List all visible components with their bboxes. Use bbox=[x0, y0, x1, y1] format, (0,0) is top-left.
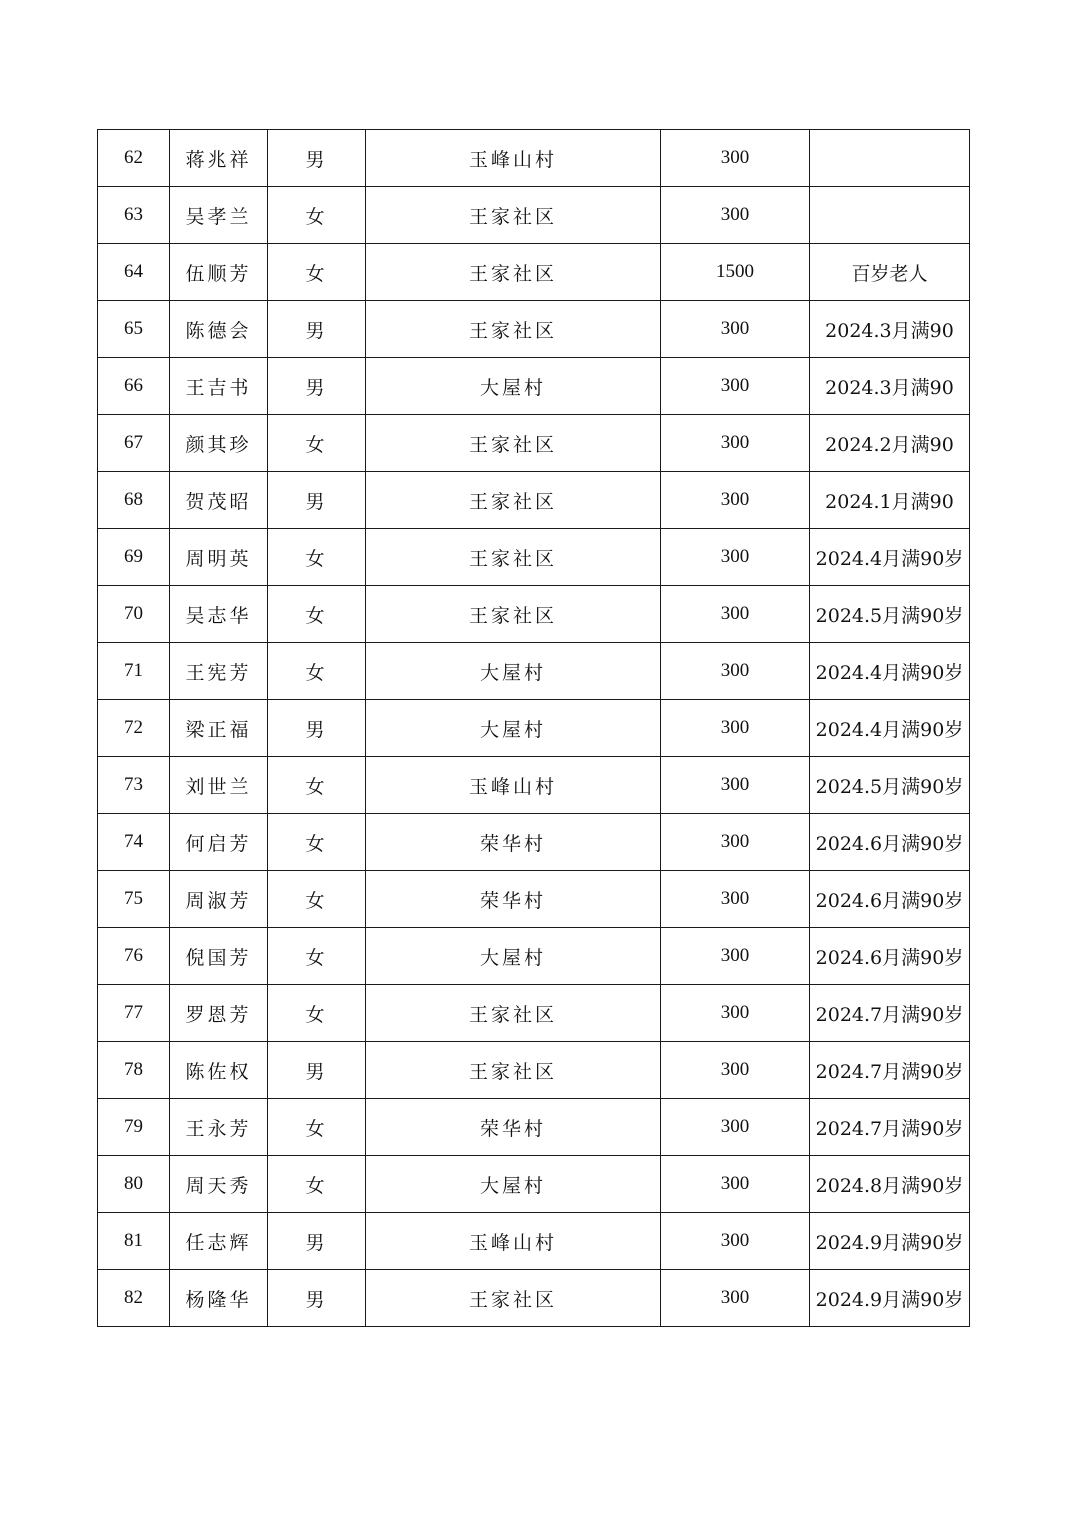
amount-cell: 300 bbox=[661, 700, 810, 757]
name-cell: 倪国芳 bbox=[170, 928, 268, 985]
amount-cell: 300 bbox=[661, 529, 810, 586]
table-row bbox=[98, 529, 970, 586]
amount-cell: 300 bbox=[661, 130, 810, 187]
note-cell: 2024.9月满90岁 bbox=[810, 1270, 970, 1327]
note-cell: 2024.8月满90岁 bbox=[810, 1156, 970, 1213]
table-row bbox=[98, 985, 970, 1042]
row-number-cell: 80 bbox=[98, 1156, 170, 1213]
gender-cell: 男 bbox=[268, 358, 366, 415]
village-cell: 王家社区 bbox=[366, 244, 661, 301]
row-number-cell: 71 bbox=[98, 643, 170, 700]
table-row bbox=[98, 871, 970, 928]
village-cell: 玉峰山村 bbox=[366, 1213, 661, 1270]
table-row bbox=[98, 1156, 970, 1213]
note-cell: 百岁老人 bbox=[810, 244, 970, 301]
table-row bbox=[98, 415, 970, 472]
gender-cell: 女 bbox=[268, 586, 366, 643]
village-cell: 大屋村 bbox=[366, 700, 661, 757]
amount-cell: 300 bbox=[661, 1213, 810, 1270]
note-cell: 2024.3月满90 bbox=[810, 301, 970, 358]
gender-cell: 女 bbox=[268, 1156, 366, 1213]
row-number-cell: 74 bbox=[98, 814, 170, 871]
note-cell: 2024.5月满90岁 bbox=[810, 757, 970, 814]
village-cell: 王家社区 bbox=[366, 1042, 661, 1099]
row-number-cell: 64 bbox=[98, 244, 170, 301]
village-cell: 荣华村 bbox=[366, 871, 661, 928]
table-row bbox=[98, 757, 970, 814]
name-cell: 贺茂昭 bbox=[170, 472, 268, 529]
table-row bbox=[98, 301, 970, 358]
name-cell: 刘世兰 bbox=[170, 757, 268, 814]
name-cell: 何启芳 bbox=[170, 814, 268, 871]
gender-cell: 男 bbox=[268, 1042, 366, 1099]
amount-cell: 300 bbox=[661, 814, 810, 871]
note-cell: 2024.7月满90岁 bbox=[810, 1042, 970, 1099]
name-cell: 周淑芳 bbox=[170, 871, 268, 928]
row-number-cell: 73 bbox=[98, 757, 170, 814]
amount-cell: 300 bbox=[661, 187, 810, 244]
gender-cell: 女 bbox=[268, 643, 366, 700]
note-cell: 2024.2月满90 bbox=[810, 415, 970, 472]
row-number-cell: 62 bbox=[98, 130, 170, 187]
amount-cell: 300 bbox=[661, 1270, 810, 1327]
row-number-cell: 81 bbox=[98, 1213, 170, 1270]
name-cell: 蒋兆祥 bbox=[170, 130, 268, 187]
note-cell: 2024.9月满90岁 bbox=[810, 1213, 970, 1270]
name-cell: 任志辉 bbox=[170, 1213, 268, 1270]
note-cell: 2024.3月满90 bbox=[810, 358, 970, 415]
name-cell: 王吉书 bbox=[170, 358, 268, 415]
village-cell: 大屋村 bbox=[366, 643, 661, 700]
row-number-cell: 68 bbox=[98, 472, 170, 529]
note-cell: 2024.6月满90岁 bbox=[810, 814, 970, 871]
village-cell: 王家社区 bbox=[366, 1270, 661, 1327]
name-cell: 陈佐权 bbox=[170, 1042, 268, 1099]
village-cell: 大屋村 bbox=[366, 1156, 661, 1213]
amount-cell: 300 bbox=[661, 643, 810, 700]
row-number-cell: 79 bbox=[98, 1099, 170, 1156]
note-cell: 2024.7月满90岁 bbox=[810, 985, 970, 1042]
gender-cell: 女 bbox=[268, 871, 366, 928]
amount-cell: 300 bbox=[661, 1156, 810, 1213]
village-cell: 王家社区 bbox=[366, 985, 661, 1042]
note-cell bbox=[810, 187, 970, 244]
gender-cell: 女 bbox=[268, 757, 366, 814]
table-row bbox=[98, 643, 970, 700]
amount-cell: 300 bbox=[661, 1042, 810, 1099]
village-cell: 玉峰山村 bbox=[366, 130, 661, 187]
name-cell: 杨隆华 bbox=[170, 1270, 268, 1327]
amount-cell: 300 bbox=[661, 1099, 810, 1156]
note-cell: 2024.1月满90 bbox=[810, 472, 970, 529]
village-cell: 王家社区 bbox=[366, 301, 661, 358]
gender-cell: 女 bbox=[268, 244, 366, 301]
table-row bbox=[98, 586, 970, 643]
row-number-cell: 66 bbox=[98, 358, 170, 415]
name-cell: 陈德会 bbox=[170, 301, 268, 358]
village-cell: 大屋村 bbox=[366, 358, 661, 415]
roster-table bbox=[97, 129, 970, 1327]
gender-cell: 男 bbox=[268, 472, 366, 529]
table-row bbox=[98, 1099, 970, 1156]
name-cell: 颜其珍 bbox=[170, 415, 268, 472]
note-cell: 2024.4月满90岁 bbox=[810, 643, 970, 700]
name-cell: 王永芳 bbox=[170, 1099, 268, 1156]
amount-cell: 300 bbox=[661, 415, 810, 472]
gender-cell: 女 bbox=[268, 1099, 366, 1156]
village-cell: 王家社区 bbox=[366, 586, 661, 643]
note-cell: 2024.5月满90岁 bbox=[810, 586, 970, 643]
note-cell: 2024.6月满90岁 bbox=[810, 871, 970, 928]
table-row bbox=[98, 928, 970, 985]
name-cell: 周天秀 bbox=[170, 1156, 268, 1213]
table-row bbox=[98, 700, 970, 757]
gender-cell: 女 bbox=[268, 187, 366, 244]
note-cell: 2024.4月满90岁 bbox=[810, 700, 970, 757]
name-cell: 吴志华 bbox=[170, 586, 268, 643]
amount-cell: 300 bbox=[661, 586, 810, 643]
row-number-cell: 75 bbox=[98, 871, 170, 928]
table-row bbox=[98, 244, 970, 301]
row-number-cell: 69 bbox=[98, 529, 170, 586]
gender-cell: 男 bbox=[268, 700, 366, 757]
row-number-cell: 70 bbox=[98, 586, 170, 643]
table-row bbox=[98, 472, 970, 529]
note-cell bbox=[810, 130, 970, 187]
note-cell: 2024.6月满90岁 bbox=[810, 928, 970, 985]
amount-cell: 300 bbox=[661, 757, 810, 814]
table-row bbox=[98, 130, 970, 187]
amount-cell: 300 bbox=[661, 472, 810, 529]
row-number-cell: 77 bbox=[98, 985, 170, 1042]
village-cell: 王家社区 bbox=[366, 187, 661, 244]
gender-cell: 女 bbox=[268, 985, 366, 1042]
row-number-cell: 67 bbox=[98, 415, 170, 472]
gender-cell: 男 bbox=[268, 301, 366, 358]
village-cell: 荣华村 bbox=[366, 1099, 661, 1156]
amount-cell: 300 bbox=[661, 871, 810, 928]
gender-cell: 女 bbox=[268, 928, 366, 985]
gender-cell: 女 bbox=[268, 415, 366, 472]
row-number-cell: 65 bbox=[98, 301, 170, 358]
table-row bbox=[98, 1042, 970, 1099]
row-number-cell: 63 bbox=[98, 187, 170, 244]
name-cell: 吴孝兰 bbox=[170, 187, 268, 244]
gender-cell: 男 bbox=[268, 1213, 366, 1270]
gender-cell: 男 bbox=[268, 130, 366, 187]
name-cell: 王宪芳 bbox=[170, 643, 268, 700]
gender-cell: 男 bbox=[268, 1270, 366, 1327]
note-cell: 2024.7月满90岁 bbox=[810, 1099, 970, 1156]
gender-cell: 女 bbox=[268, 814, 366, 871]
name-cell: 罗恩芳 bbox=[170, 985, 268, 1042]
roster-table-body bbox=[98, 130, 970, 1327]
amount-cell: 300 bbox=[661, 928, 810, 985]
village-cell: 王家社区 bbox=[366, 529, 661, 586]
gender-cell: 女 bbox=[268, 529, 366, 586]
note-cell: 2024.4月满90岁 bbox=[810, 529, 970, 586]
village-cell: 大屋村 bbox=[366, 928, 661, 985]
name-cell: 梁正福 bbox=[170, 700, 268, 757]
table-row bbox=[98, 1213, 970, 1270]
name-cell: 周明英 bbox=[170, 529, 268, 586]
table-row bbox=[98, 187, 970, 244]
amount-cell: 300 bbox=[661, 301, 810, 358]
row-number-cell: 82 bbox=[98, 1270, 170, 1327]
row-number-cell: 72 bbox=[98, 700, 170, 757]
table-row bbox=[98, 814, 970, 871]
amount-cell: 300 bbox=[661, 985, 810, 1042]
amount-cell: 300 bbox=[661, 358, 810, 415]
village-cell: 王家社区 bbox=[366, 472, 661, 529]
table-row bbox=[98, 358, 970, 415]
row-number-cell: 78 bbox=[98, 1042, 170, 1099]
name-cell: 伍顺芳 bbox=[170, 244, 268, 301]
village-cell: 玉峰山村 bbox=[366, 757, 661, 814]
row-number-cell: 76 bbox=[98, 928, 170, 985]
amount-cell: 1500 bbox=[661, 244, 810, 301]
village-cell: 荣华村 bbox=[366, 814, 661, 871]
village-cell: 王家社区 bbox=[366, 415, 661, 472]
table-row bbox=[98, 1270, 970, 1327]
